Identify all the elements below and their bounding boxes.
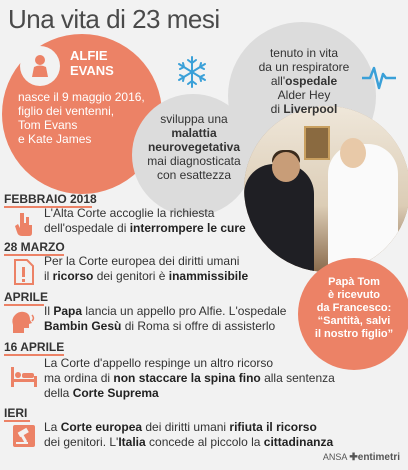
page-title: Una vita di 23 mesi [8,4,220,34]
hospital-line-5: di Liverpool [270,102,338,116]
papa-line-2: è ricevuto [328,289,380,301]
timeline-date-28-marzo: 28 MARZO [4,240,65,254]
timeline-date-aprile: APRILE [4,290,49,304]
timeline-date-ieri: IERI [4,406,28,420]
timeline-text-ieri [44,420,333,450]
heartbeat-icon [362,62,396,92]
illness-line-1: sviluppa una [160,112,228,126]
document-icon [10,258,38,286]
hospital-line-2: da un respiratore [258,60,350,74]
timeline-text-16-aprile [44,356,335,401]
timeline-ieri-line-2: dei genitori. L'Italia concede al piccolo la cittadinanza [44,435,334,449]
timeline-febbraio-line-2: dell'ospedale di interrompere le cure [44,221,246,235]
timeline-aprile-line-1: Il Papa lancia un appello pro Alfie. L'ospedale [44,304,287,318]
timeline-ieri-line-1: La Corte europea dei diritti umani rifiuta il ricorso [44,420,317,434]
speech-head-icon [10,308,38,336]
timeline-16aprile-line-3: della Corte Suprema [44,386,159,400]
timeline-marzo-line-1: Per la Corte europea dei diritti umani [44,254,240,268]
illness-line-5: con esattezza [156,168,232,182]
alfie-parents: figlio dei ventenni, [18,104,115,118]
timeline-date-16-aprile: 16 APRILE [4,340,65,354]
hospital-line-3: all'ospedale [270,74,338,88]
timeline-aprile-line-2: Bambin Gesù di Roma si offre di assisterlo [44,319,276,333]
pope-meeting-photo [244,106,408,272]
alfie-father: Tom Evans [18,118,78,132]
papa-line-5: il nostro figlio” [314,328,394,340]
neuron-icon [174,54,210,90]
baby-icon [20,46,60,86]
hospital-line-4: Alder Hey [277,88,331,102]
illness-line-4: mai diagnosticata [147,154,241,168]
alfie-birth: nasce il 9 maggio 2016, [18,90,145,104]
timeline-16aprile-line-1: La Corte d'appello respinge un altro ricorso [44,356,274,370]
papa-line-3: da Francesco: [316,302,392,314]
alfie-mother: e Kate James [18,132,92,146]
timeline-text-28-marzo [44,254,248,284]
credit-footer [323,452,400,463]
illness-line-3: neurovegetativa [147,140,241,154]
alfie-first-name: ALFIE [70,48,108,63]
papa-line-4: “Santità, salvi [317,315,391,327]
gavel-icon [10,422,38,450]
hospital-bed-icon [10,362,38,390]
timeline-separator [4,304,44,306]
papa-tom-text [300,276,408,341]
hospital-line-1: tenuto in vita [269,46,339,60]
papa-line-1: Papà Tom [328,276,380,288]
gavel-icon [10,210,38,238]
alfie-name [70,48,114,78]
timeline-text-febbraio [44,206,246,236]
timeline-16aprile-line-2: ma ordina di non staccare la spina fino alla sentenza [44,371,335,385]
timeline-text-aprile [44,304,286,334]
illness-text [140,112,248,182]
hospital-text [238,46,370,116]
alfie-last-name: EVANS [70,63,114,78]
timeline-febbraio-line-1: L'Alta Corte accoglie la richiesta [44,206,215,220]
agency-label: ANSA [322,452,347,462]
illness-line-2: malattia [171,126,217,140]
centimetri-logo: ✚entimetri [349,452,400,463]
alfie-bio [18,90,156,146]
timeline-marzo-line-2: il ricorso dei genitori è inammissibile [44,269,249,283]
timeline-date-febbraio: FEBBRAIO 2018 [4,192,97,206]
